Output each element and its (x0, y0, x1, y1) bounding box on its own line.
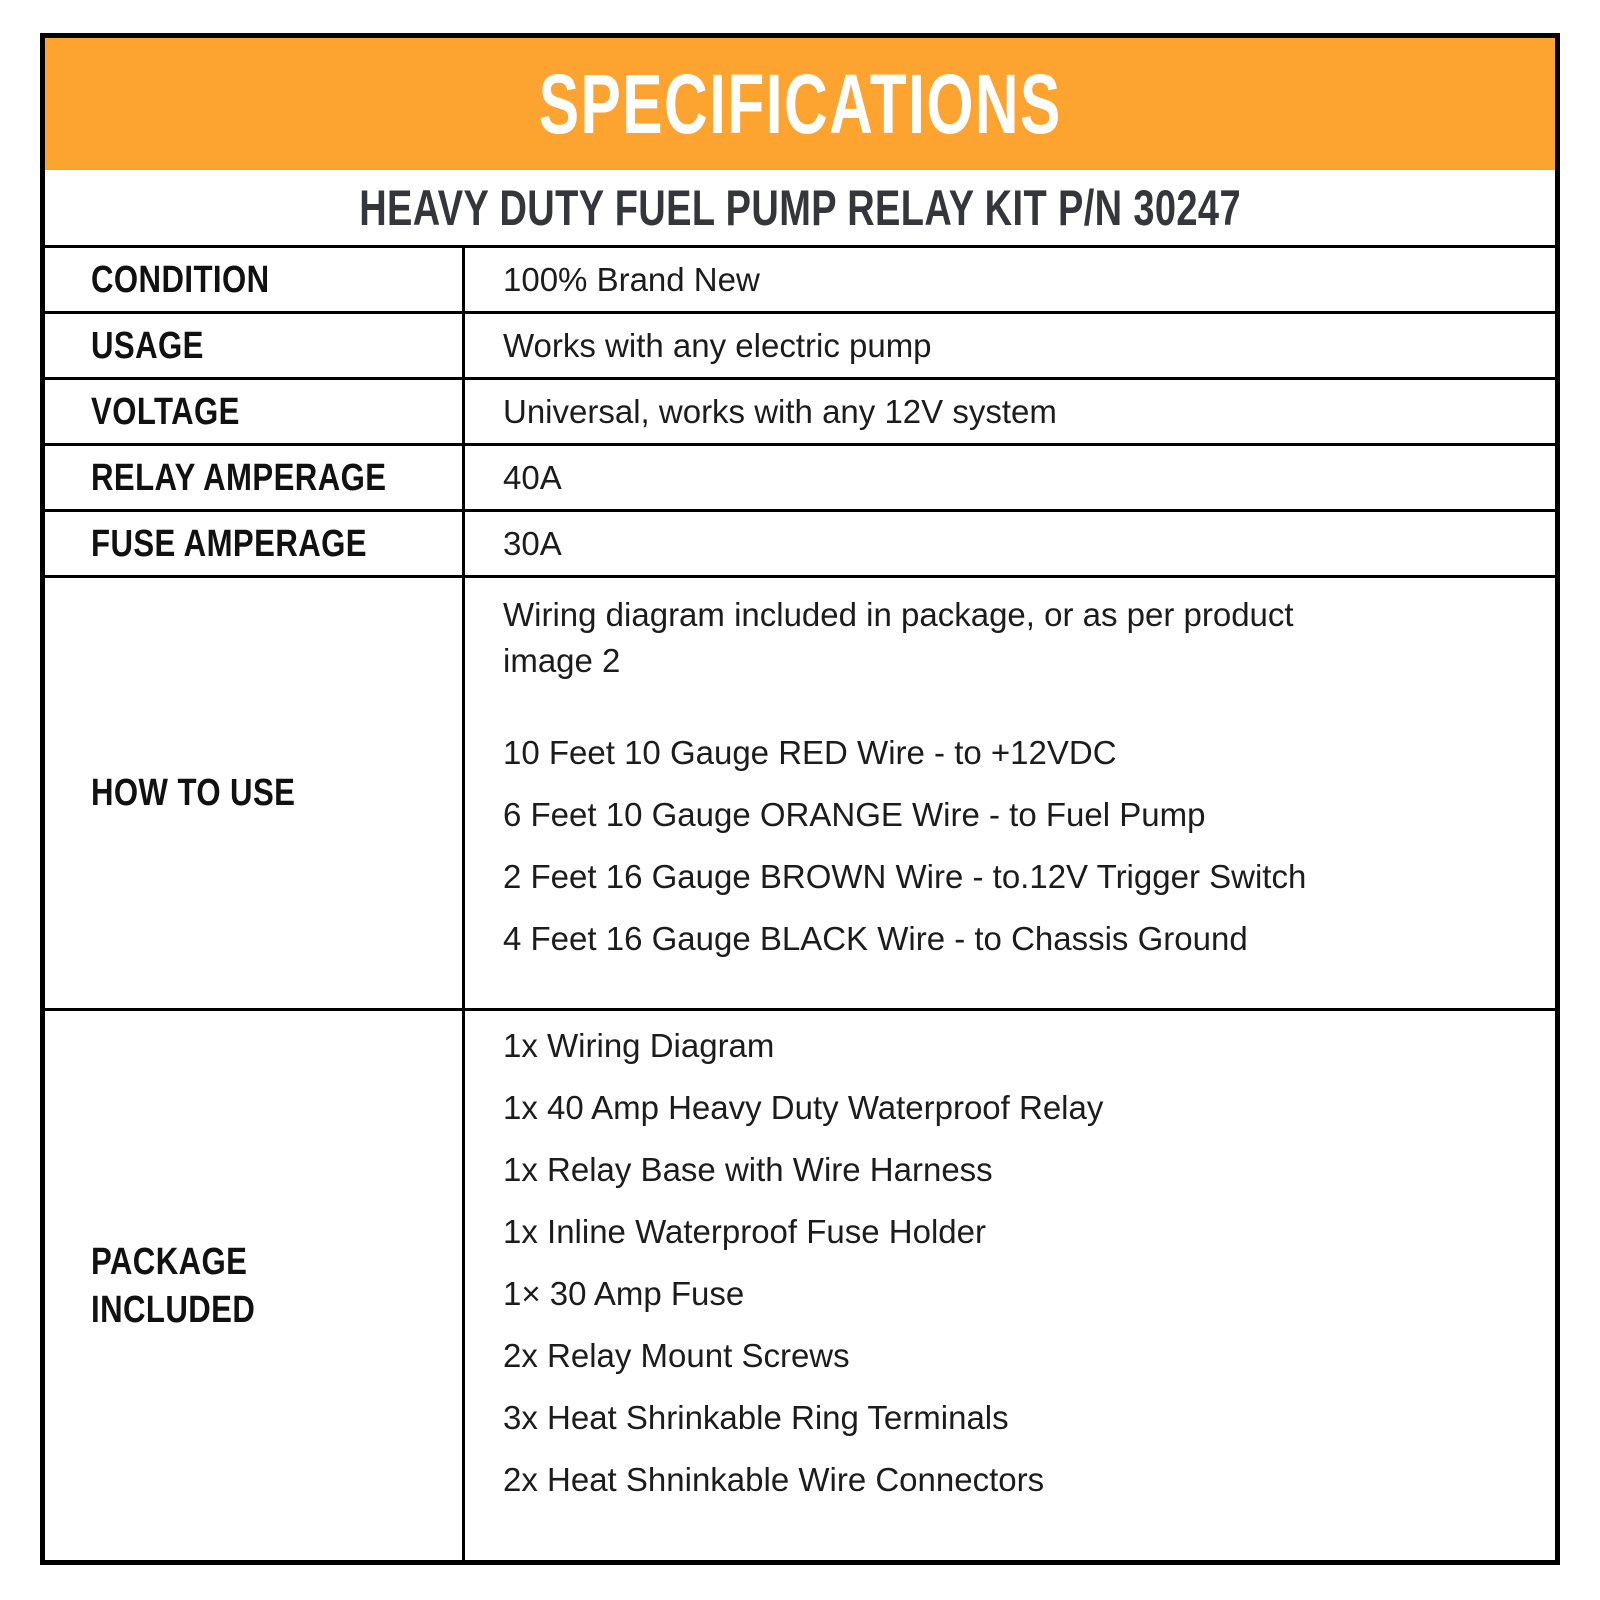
row-value: Works with any electric pump (503, 326, 932, 364)
row-label: CONDITION (91, 258, 270, 301)
wire-line-red: 10 Feet 10 Gauge RED Wire - to +12VDC (503, 734, 1117, 771)
row-value: 40A (503, 458, 562, 496)
row-label: USAGE (91, 324, 204, 367)
package-item: 2x Heat Shninkable Wire Connectors (503, 1461, 1045, 1498)
table-row-condition (45, 245, 1555, 311)
wiring-diagram-note (503, 592, 1515, 684)
row-label: RELAY AMPERAGE (91, 456, 387, 499)
wiring-diagram-note-line-1: Wiring diagram included in package, or as per product (503, 596, 1294, 633)
row-value-cell (465, 248, 1555, 311)
row-value: 30A (503, 524, 562, 562)
table-row-relay-amperage (45, 443, 1555, 509)
table-row-how-to-use (45, 575, 1555, 1008)
table-row-package-included (45, 1008, 1555, 1560)
row-label-cell (45, 380, 465, 443)
wire-line-black: 4 Feet 16 Gauge BLACK Wire - to Chassis Ground (503, 920, 1248, 957)
wire-line-brown: 2 Feet 16 Gauge BROWN Wire - to.12V Trigger Switch (503, 858, 1307, 895)
wiring-diagram-note-line-2: image 2 (503, 642, 621, 679)
row-label-cell (45, 578, 465, 1008)
package-item: 1x Wiring Diagram (503, 1027, 775, 1064)
row-value: Universal, works with any 12V system (503, 392, 1057, 430)
row-label-cell (45, 314, 465, 377)
table-row-fuse-amperage (45, 509, 1555, 575)
table-row-usage (45, 311, 1555, 377)
banner-title: SPECIFICATIONS (538, 56, 1062, 151)
banner (45, 38, 1555, 170)
wire-line-orange: 6 Feet 10 Gauge ORANGE Wire - to Fuel Pump (503, 796, 1206, 833)
product-title: HEAVY DUTY FUEL PUMP RELAY KIT P/N 30247 (359, 179, 1241, 236)
package-item: 2x Relay Mount Screws (503, 1337, 850, 1374)
row-label: VOLTAGE (91, 390, 240, 433)
package-item: 1× 30 Amp Fuse (503, 1275, 745, 1312)
row-value-cell (465, 446, 1555, 509)
row-label-cell (45, 1011, 465, 1560)
package-item: 1x 40 Amp Heavy Duty Waterproof Relay (503, 1089, 1104, 1126)
package-item: 1x Relay Base with Wire Harness (503, 1151, 993, 1188)
row-label: PACKAGE INCLUDED (91, 1240, 256, 1331)
package-included-content (465, 1011, 1555, 1560)
row-label: FUSE AMPERAGE (91, 522, 367, 565)
row-value-cell (465, 380, 1555, 443)
row-value: 100% Brand New (503, 260, 760, 298)
product-title-row (45, 170, 1555, 245)
row-label-cell (45, 446, 465, 509)
specifications-table (40, 33, 1560, 1565)
row-value-cell (465, 512, 1555, 575)
table-row-voltage (45, 377, 1555, 443)
wire-list (503, 722, 1515, 970)
row-label-cell (45, 512, 465, 575)
how-to-use-content (465, 578, 1555, 1008)
row-value-cell (465, 314, 1555, 377)
package-item: 1x Inline Waterproof Fuse Holder (503, 1213, 986, 1250)
row-label-cell (45, 248, 465, 311)
row-label: HOW TO USE (91, 772, 296, 814)
package-item: 3x Heat Shrinkable Ring Terminals (503, 1399, 1009, 1436)
